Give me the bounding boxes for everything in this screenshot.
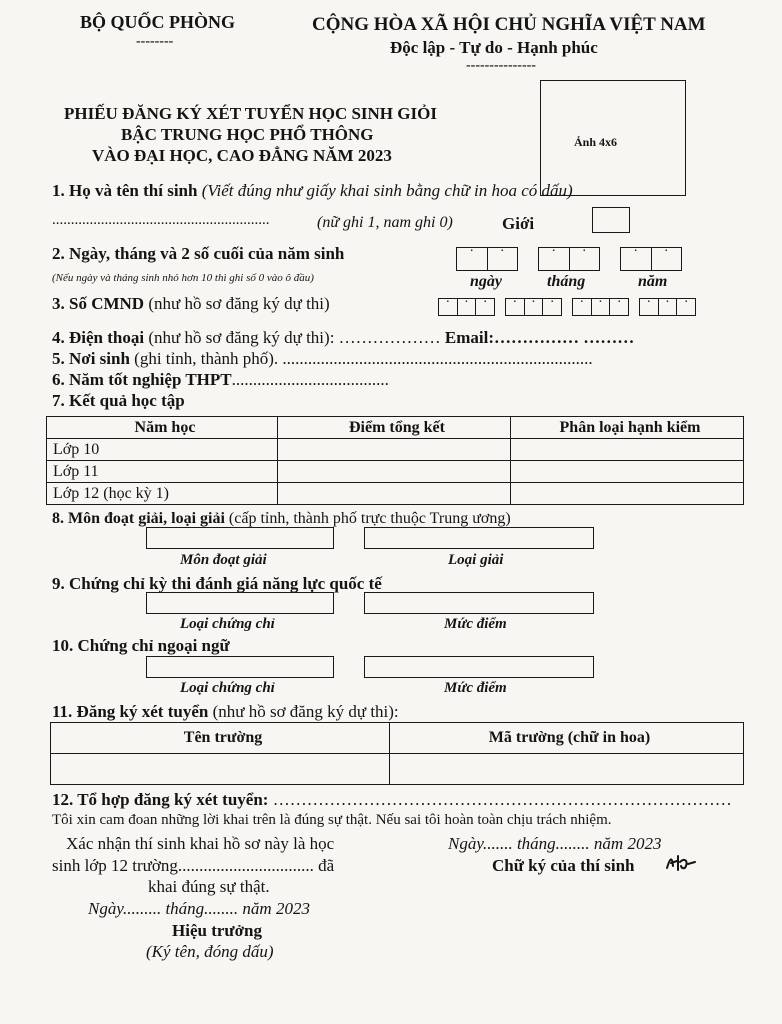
award-level-caption: Loại giải	[448, 552, 504, 568]
month-caption: tháng	[547, 273, 586, 290]
field-5-row	[52, 349, 593, 369]
school-code-cell[interactable]	[390, 754, 744, 785]
section-8-row	[52, 510, 511, 528]
principal-sign-note: (Ký tên, đóng dấu)	[146, 942, 274, 961]
score-cell[interactable]	[278, 483, 511, 505]
section-11-row	[52, 702, 399, 722]
candidate-date[interactable]: Ngày....... tháng........ năm 2023	[448, 834, 662, 853]
field-5-note[interactable]: (ghi tỉnh, thành phố). .........................................................................	[134, 349, 593, 368]
photo-box[interactable]	[540, 80, 686, 196]
section-11-note: (như hồ sơ đăng ký dự thi):	[212, 702, 399, 721]
ministry-rule: --------	[136, 34, 174, 49]
field-4-note: (như hồ sơ đăng ký dự thi): ………………	[148, 328, 441, 347]
intl-cert-score-box[interactable]	[364, 592, 594, 614]
intl-cert-type-box[interactable]	[146, 592, 334, 614]
national-motto: Độc lập - Tự do - Hạnh phúc	[390, 38, 598, 57]
candidate-signature	[664, 852, 698, 874]
birth-year-boxes[interactable]	[620, 247, 682, 271]
birth-month-boxes[interactable]	[538, 247, 600, 271]
table-row	[47, 461, 744, 483]
col-school-code: Mã trường (chữ in hoa)	[390, 723, 744, 754]
field-2-label: 2. Ngày, tháng và 2 số cuối của năm sinh	[52, 244, 345, 263]
lang-cert-type-box[interactable]	[146, 656, 334, 678]
day-caption: ngày	[470, 273, 502, 290]
ministry-name: BỘ QUỐC PHÒNG	[80, 12, 236, 32]
photo-label: Ảnh 4x6	[574, 135, 618, 149]
section-12-label: 12. Tổ hợp đăng ký xét tuyển:	[52, 790, 269, 809]
conduct-cell[interactable]	[511, 439, 744, 461]
country-name: CỘNG HÒA XÃ HỘI CHỦ NGHĨA VIỆT NAM	[312, 14, 706, 35]
section-11-label: 11. Đăng ký xét tuyển	[52, 702, 209, 721]
field-4-label: 4. Điện thoại	[52, 328, 145, 347]
score-cell[interactable]	[278, 461, 511, 483]
id-number-group-3[interactable]	[572, 298, 629, 316]
section-12-dots[interactable]: ………………………………………………………………………	[272, 790, 732, 809]
row-label: Lớp 12 (học kỳ 1)	[47, 483, 278, 505]
intl-cert-type-caption: Loại chứng chỉ	[180, 616, 275, 632]
col-school-year: Năm học	[47, 417, 278, 439]
school-header-row	[51, 723, 744, 754]
row-label: Lớp 11	[47, 461, 278, 483]
form-title-line3: VÀO ĐẠI HỌC, CAO ĐẲNG NĂM 2023	[92, 146, 392, 165]
field-2-note: (Nếu ngày và tháng sinh nhỏ hơn 10 thì ghi số 0 vào ô đầu)	[52, 272, 314, 284]
form-title-line1: PHIẾU ĐĂNG KÝ XÉT TUYỂN HỌC SINH GIỎI	[64, 104, 437, 123]
field-3-row	[52, 294, 330, 314]
form-title-line2: BẬC TRUNG HỌC PHỔ THÔNG	[121, 125, 374, 144]
award-subject-caption: Môn đoạt giải	[180, 552, 267, 568]
field-1-label: 1. Họ và tên thí sinh	[52, 181, 198, 200]
school-confirm-line3: khai đúng sự thật.	[148, 877, 270, 896]
full-name-dots[interactable]: ..........................................................	[52, 212, 270, 228]
conduct-cell[interactable]	[511, 461, 744, 483]
conduct-cell[interactable]	[511, 483, 744, 505]
lang-cert-score-caption: Mức điểm	[444, 680, 507, 696]
field-4-row	[52, 328, 634, 348]
col-final-score: Điểm tổng kết	[278, 417, 511, 439]
score-cell[interactable]	[278, 439, 511, 461]
birth-day-boxes[interactable]	[456, 247, 518, 271]
results-table	[46, 416, 744, 505]
year-caption: năm	[638, 273, 668, 290]
section-8-note: (cấp tỉnh, thành phố trực thuộc Trung ương)	[228, 510, 511, 527]
principal-title: Hiệu trưởng	[172, 921, 262, 940]
table-row	[51, 754, 744, 785]
lang-cert-type-caption: Loại chứng chỉ	[180, 680, 275, 696]
school-confirm-line2[interactable]: sinh lớp 12 trường................................ đã	[52, 856, 335, 875]
col-conduct: Phân loại hạnh kiểm	[511, 417, 744, 439]
award-subject-box[interactable]	[146, 527, 334, 549]
gender-note: (nữ ghi 1, nam ghi 0)	[317, 214, 453, 231]
section-12-row	[52, 790, 732, 810]
school-confirm-line1: Xác nhận thí sinh khai hồ sơ này là học	[66, 834, 335, 853]
school-name-cell[interactable]	[51, 754, 390, 785]
email-field[interactable]: Email:…………… ………	[444, 328, 635, 347]
col-school-name: Tên trường	[51, 723, 390, 754]
school-confirm-date[interactable]: Ngày......... tháng........ năm 2023	[88, 899, 310, 918]
id-number-group-4[interactable]	[639, 298, 696, 316]
table-row	[47, 439, 744, 461]
field-3-label: 3. Số CMND	[52, 294, 145, 313]
row-label: Lớp 10	[47, 439, 278, 461]
award-level-box[interactable]	[364, 527, 594, 549]
gender-box[interactable]	[592, 207, 630, 233]
section-8-label: 8. Môn đoạt giải, loại giải	[52, 510, 225, 527]
intl-cert-score-caption: Mức điểm	[444, 616, 507, 632]
field-1-note: (Viết đúng như giấy khai sinh bằng chữ in hoa có dấu)	[201, 181, 573, 200]
field-6-row	[52, 370, 389, 390]
section-9-label: 9. Chứng chỉ kỳ thi đánh giá năng lực quốc tế	[52, 574, 382, 593]
id-number-group-2[interactable]	[505, 298, 562, 316]
field-3-note: (như hồ sơ đăng ký dự thi)	[148, 294, 330, 313]
candidate-sign-label: Chữ ký của thí sinh	[492, 856, 635, 875]
lang-cert-score-box[interactable]	[364, 656, 594, 678]
school-table	[50, 722, 744, 785]
motto-rule: ---------------	[466, 58, 536, 73]
field-5-label: 5. Nơi sinh	[52, 349, 130, 368]
field-7-label: 7. Kết quả học tập	[52, 391, 185, 410]
field-1-row	[52, 181, 573, 201]
gender-label: Giới	[502, 214, 535, 233]
field-6-label: 6. Năm tốt nghiệp THPT	[52, 370, 232, 389]
results-header-row	[47, 417, 744, 439]
id-number-group-1[interactable]	[438, 298, 495, 316]
section-10-label: 10. Chứng chỉ ngoại ngữ	[52, 636, 230, 655]
field-6-dots[interactable]: .....................................	[231, 370, 389, 389]
commitment-text: Tôi xin cam đoan những lời khai trên là đúng sự thật. Nếu sai tôi hoàn toàn chịu trách nhiệm.	[52, 812, 612, 828]
table-row	[47, 483, 744, 505]
